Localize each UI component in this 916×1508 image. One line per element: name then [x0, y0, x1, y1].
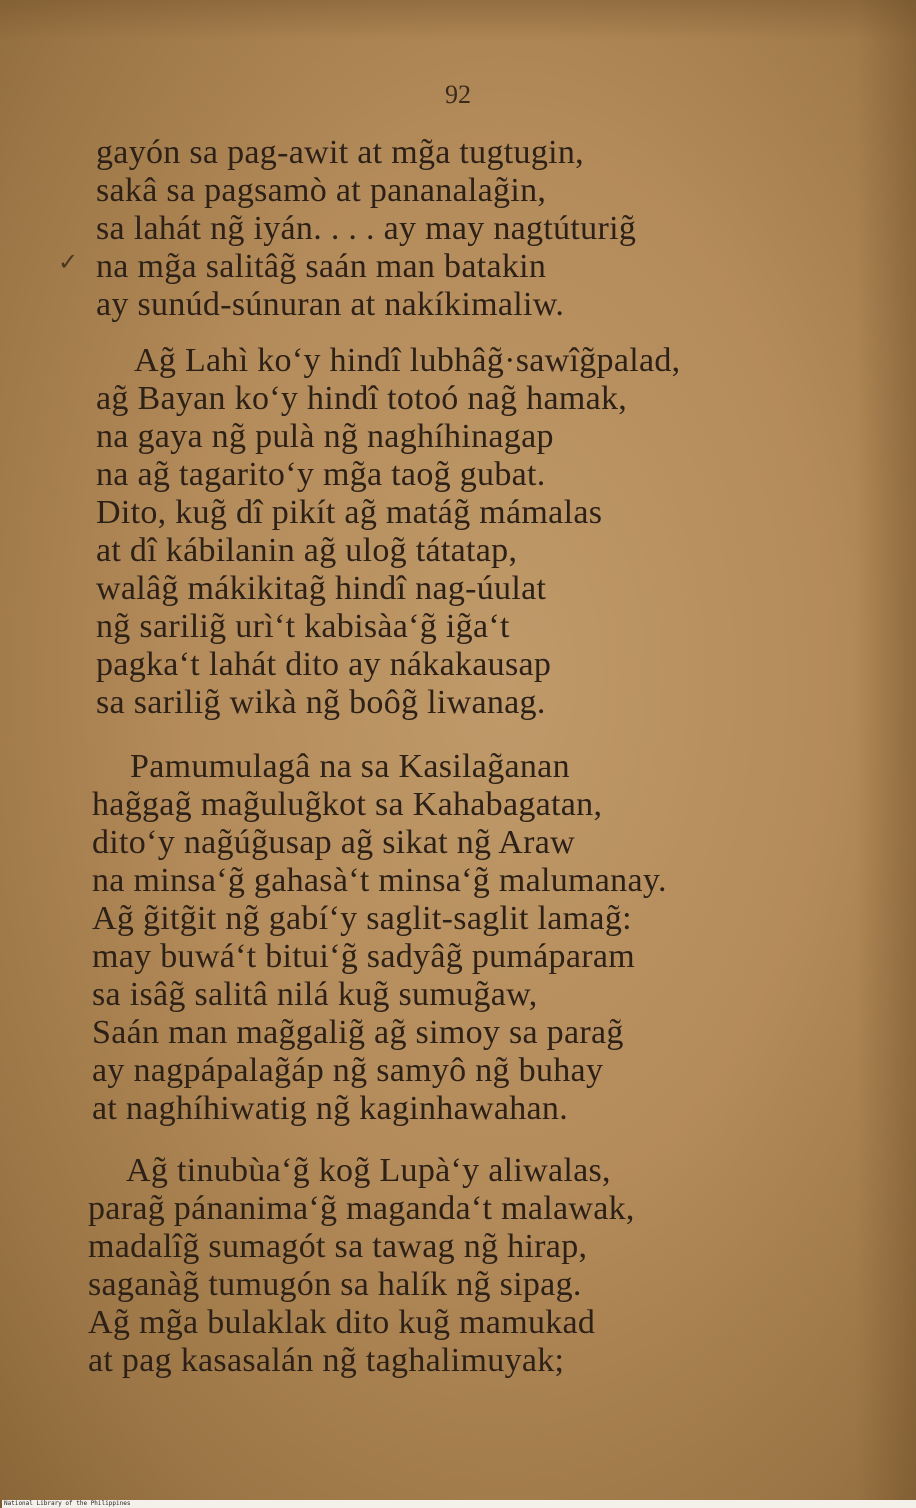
poem-line: at pag kasasalán ng̃ taghalimuyak;	[88, 1342, 565, 1379]
page-number: 92	[445, 80, 471, 109]
poem-line: gayón sa pag-awit at mg̃a tugtugin,	[96, 134, 584, 171]
poem-line: ay sunúd-súnuran at nakíkimaliw.	[96, 286, 565, 323]
poem-line: sa sarilig̃ wikà ng̃ boôg̃ liwanag.	[96, 684, 546, 721]
poem-line: at naghíhiwatig ng̃ kaginhawahan.	[92, 1090, 569, 1127]
poem-line: na minsa‘g̃ gahasà‘t minsa‘g̃ malumanay.	[92, 862, 667, 899]
poem-line: ay nagpápalag̃áp ng̃ samyô ng̃ buhay	[92, 1052, 604, 1089]
poem-line: Ag̃ g̃itg̃it ng̃ gabí‘y saglit-saglit lamag̃:	[92, 900, 632, 937]
poem-line: sa lahát ng̃ iyán. . . . ay may nagtúturig̃	[96, 210, 637, 247]
poem-line: pagka‘t lahát dito ay nákakausap	[96, 646, 552, 683]
poem-line: na gaya ng̃ pulà ng̃ naghíhinagap	[96, 418, 554, 455]
poem-line: Ag̃ Lahì ko‘y hindî lubhâg̃·sawîg̃palad,	[134, 342, 681, 379]
poem-line: hag̃gag̃ mag̃ulug̃kot sa Kahabagatan,	[92, 786, 603, 823]
poem-line: madalîg̃ sumagót sa tawag ng̃ hirap,	[88, 1228, 588, 1265]
poem-line: parag̃ pánanima‘g̃ maganda‘t malawak,	[88, 1190, 635, 1227]
poem-line: sa isâg̃ salitâ nilá kug̃ sumug̃aw,	[92, 976, 538, 1013]
poem-line: na mg̃a salitâg̃ saán man batakin	[96, 248, 547, 285]
margin-check-mark: ✓	[58, 248, 79, 276]
poem-line: at dî kábilanin ag̃ ulog̃ tátatap,	[96, 532, 518, 569]
page-stain-right	[856, 0, 916, 1500]
poem-line: Saán man mag̃galig̃ ag̃ simoy sa parag̃	[92, 1014, 624, 1051]
poem-line: Pamumulagâ na sa Kasilag̃anan	[130, 748, 570, 785]
poem-line: ag̃ Bayan ko‘y hindî totoó nag̃ hamak,	[96, 380, 628, 417]
poem-line: sakâ sa pagsamò at pananalag̃in,	[96, 172, 547, 209]
poem-line: may buwá‘t bitui‘g̃ sadyâg̃ pumáparam	[92, 938, 636, 975]
poem-line: ng̃ sarilig̃ urì‘t kabisàa‘g̃ ig̃a‘t	[96, 608, 510, 645]
poem-line: dito‘y nag̃úg̃usap ag̃ sikat ng̃ Araw	[92, 824, 575, 861]
poem-line: saganàg̃ tumugón sa halík ng̃ sipag.	[88, 1266, 582, 1303]
library-credit: National Library of the Philippines	[2, 1500, 916, 1508]
poem-line: na ag̃ tagarito‘y mg̃a taog̃ gubat.	[96, 456, 546, 493]
poem-line: walâg̃ mákikitag̃ hindî nag-úulat	[96, 570, 547, 607]
poem-line: Dito, kug̃ dî pikít ag̃ matág̃ mámalas	[96, 494, 603, 531]
poem-line: Ag̃ tinubùa‘g̃ kog̃ Lupà‘y aliwalas,	[126, 1152, 611, 1189]
page-stain-top	[0, 0, 916, 40]
poem-line: Ag̃ mg̃a bulaklak dito kug̃ mamukad	[88, 1304, 596, 1341]
